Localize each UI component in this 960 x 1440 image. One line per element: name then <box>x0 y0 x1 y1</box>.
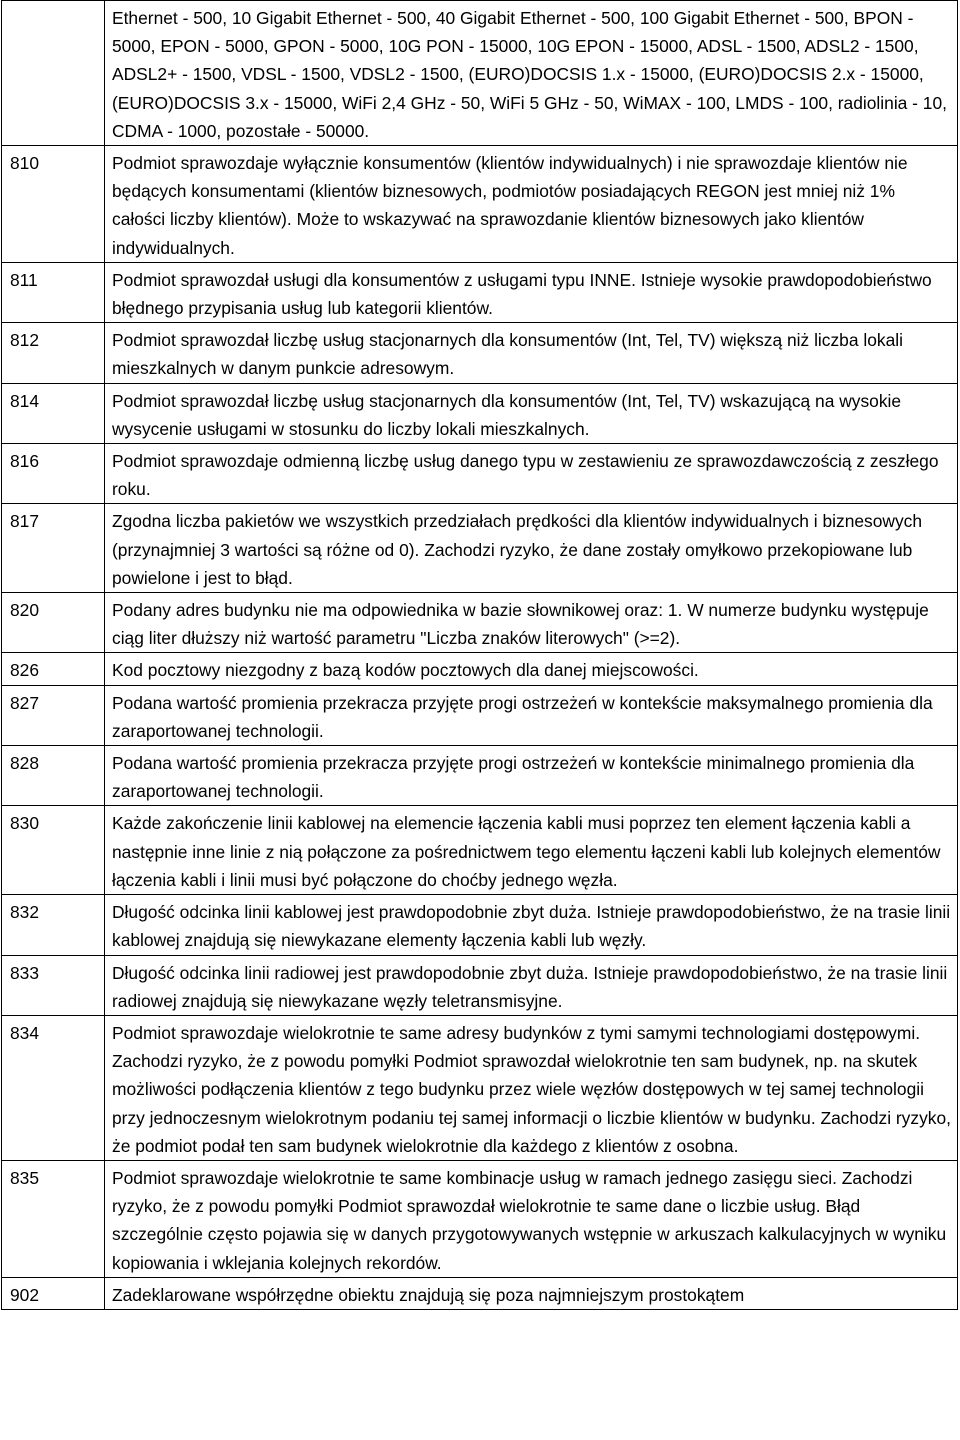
rule-description: Długość odcinka linii kablowej jest prawdopodobnie zbyt duża. Istnieje prawdopodobieństwo, że na trasie linii kablowej znajdują się niewykazane elementy łączenia kabli lub węzły. <box>105 895 958 955</box>
rule-description: Podmiot sprawozdał liczbę usług stacjonarnych dla konsumentów (Int, Tel, TV) wskazującą na wysokie wysycenie usługami w stosunku do liczby lokali mieszkalnych. <box>105 383 958 443</box>
rule-description: Podmiot sprawozdaje wyłącznie konsumentów (klientów indywidualnych) i nie sprawozdaje klientów nie będących konsumentami (klientów biznesowych, podmiotów posiadających REGON jest mniej niż 1% całości liczby klientów). Może to wskazywać na sprawozdanie klientów biznesowych jako klientów indywidualnych. <box>105 146 958 263</box>
rule-code: 835 <box>2 1160 105 1277</box>
table-row <box>2 383 958 443</box>
table-row <box>2 895 958 955</box>
rule-description: Zadeklarowane współrzędne obiektu znajdują się poza najmniejszym prostokątem <box>105 1277 958 1309</box>
rule-description: Każde zakończenie linii kablowej na elemencie łączenia kabli musi poprzez ten element łączenia kabli a następnie inne linie z nią połączone za pośrednictwem tego elementu łączeni kabli lub kolejnych elementów łączenia kabli i linii musi być połączone do choćby jednego węzła. <box>105 806 958 895</box>
rule-description: Podmiot sprawozdaje wielokrotnie te same kombinacje usług w ramach jednego zasięgu sieci. Zachodzi ryzyko, że z powodu pomyłki Podmiot sprawozdał wielokrotnie te same dane o liczbie usług. Błąd szczególnie często pojawia się w danych przygotowywanych wstępnie w arkuszach kalkulacyjnych w wyniku kopiowania i wklejania kolejnych rekordów. <box>105 1160 958 1277</box>
validation-rules-table <box>1 0 958 1310</box>
table-row <box>2 1015 958 1160</box>
rule-description: Podana wartość promienia przekracza przyjęte progi ostrzeżeń w kontekście minimalnego promienia dla zaraportowanej technologii. <box>105 746 958 806</box>
rule-code: 816 <box>2 444 105 504</box>
rule-code: 814 <box>2 383 105 443</box>
rule-code: 834 <box>2 1015 105 1160</box>
table-row <box>2 146 958 263</box>
table-row <box>2 1160 958 1277</box>
rule-code: 817 <box>2 504 105 593</box>
table-row <box>2 685 958 745</box>
table-row <box>2 653 958 685</box>
rule-description: Ethernet - 500, 10 Gigabit Ethernet - 500, 40 Gigabit Ethernet - 500, 100 Gigabit Ethernet - 500, BPON - 5000, EPON - 5000, GPON - 5000, 10G PON - 15000, 10G EPON - 15000, ADSL - 1500, ADSL2 - 1500, ADSL2+ - 1500, VDSL - 1500, VDSL2 - 1500, (EURO)DOCSIS 1.x - 15000, (EURO)DOCSIS 2.x - 15000, (EURO)DOCSIS 3.x - 15000, WiFi 2,4 GHz - 50, WiFi 5 GHz - 50, WiMAX - 100, LMDS - 100, radiolinia - 10, CDMA - 1000, pozostałe - 50000. <box>105 1 958 146</box>
rule-description: Podany adres budynku nie ma odpowiednika w bazie słownikowej oraz: 1. W numerze budynku występuje ciąg liter dłuższy niż wartość parametru "Liczba znaków literowych" (>=2). <box>105 593 958 653</box>
rule-description: Podana wartość promienia przekracza przyjęte progi ostrzeżeń w kontekście maksymalnego promienia dla zaraportowanej technologii. <box>105 685 958 745</box>
rule-description: Podmiot sprawozdał liczbę usług stacjonarnych dla konsumentów (Int, Tel, TV) większą niż liczba lokali mieszkalnych w danym punkcie adresowym. <box>105 323 958 383</box>
rule-code: 810 <box>2 146 105 263</box>
table-row <box>2 1277 958 1309</box>
rule-description: Podmiot sprawozdał usługi dla konsumentów z usługami typu INNE. Istnieje wysokie prawdopodobieństwo błędnego przypisania usług lub kategorii klientów. <box>105 262 958 322</box>
rule-code <box>2 1 105 146</box>
rule-code: 830 <box>2 806 105 895</box>
table-row <box>2 746 958 806</box>
table-row <box>2 955 958 1015</box>
table-row <box>2 806 958 895</box>
rule-code: 827 <box>2 685 105 745</box>
rule-code: 832 <box>2 895 105 955</box>
table-row <box>2 444 958 504</box>
rule-code: 826 <box>2 653 105 685</box>
rule-description: Podmiot sprawozdaje odmienną liczbę usług danego typu w zestawieniu ze sprawozdawczością z zeszłego roku. <box>105 444 958 504</box>
rule-description: Podmiot sprawozdaje wielokrotnie te same adresy budynków z tymi samymi technologiami dostępowymi. Zachodzi ryzyko, że z powodu pomyłki Podmiot sprawozdał wielokrotnie ten sam budynek, np. na skutek możliwości podłączenia klientów z tego budynku przez wiele węzłów dostępowych w tej samej technologii przy jednoczesnym wielokrotnym podaniu tej samej informacji o liczbie klientów w budynku. Zachodzi ryzyko, że podmiot podał ten sam budynek wielokrotnie dla każdego z klientów z osobna. <box>105 1015 958 1160</box>
rule-description: Długość odcinka linii radiowej jest prawdopodobnie zbyt duża. Istnieje prawdopodobieństwo, że na trasie linii radiowej znajdują się niewykazane węzły teletransmisyjne. <box>105 955 958 1015</box>
rule-code: 820 <box>2 593 105 653</box>
rule-code: 902 <box>2 1277 105 1309</box>
table-body <box>2 1 958 1310</box>
rule-description: Kod pocztowy niezgodny z bazą kodów pocztowych dla danej miejscowości. <box>105 653 958 685</box>
table-row <box>2 593 958 653</box>
rule-code: 828 <box>2 746 105 806</box>
table-row <box>2 323 958 383</box>
rule-code: 811 <box>2 262 105 322</box>
table-row <box>2 262 958 322</box>
table-row <box>2 504 958 593</box>
rule-code: 812 <box>2 323 105 383</box>
rule-description: Zgodna liczba pakietów we wszystkich przedziałach prędkości dla klientów indywidualnych i biznesowych (przynajmniej 3 wartości są różne od 0). Zachodzi ryzyko, że dane zostały omyłkowo przekopiowane lub powielone i jest to błąd. <box>105 504 958 593</box>
table-row <box>2 1 958 146</box>
rule-code: 833 <box>2 955 105 1015</box>
